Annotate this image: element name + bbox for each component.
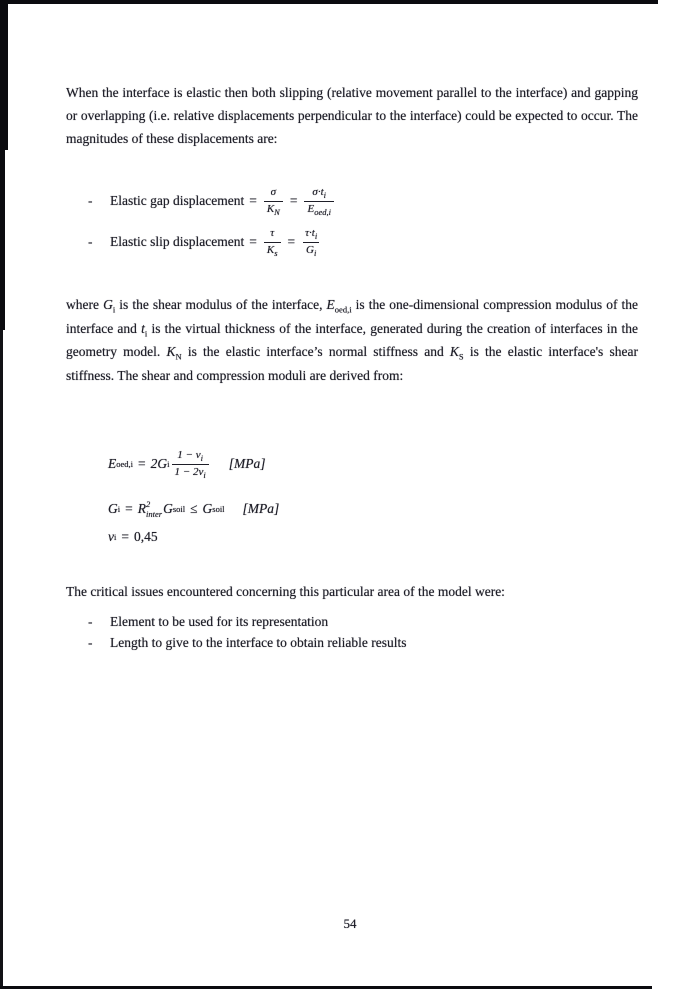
equals-sign: = bbox=[121, 529, 129, 544]
formula-label: Elastic slip displacement bbox=[110, 234, 245, 250]
fraction-tau-over-ks: $\frac{\tau}{K_s}$ bbox=[264, 227, 281, 258]
scan-border-top bbox=[0, 0, 658, 4]
bullet-dash: - bbox=[88, 234, 93, 250]
unit-mpa: [MPa] bbox=[228, 456, 266, 472]
paragraph-critical-issues: The critical issues encountered concerning this particular area of the model were: bbox=[66, 584, 505, 599]
bullet-dash: - bbox=[88, 614, 93, 629]
fraction-sigma-over-kn: $\frac{\sigma}{K_N}$ bbox=[264, 186, 283, 217]
page-number: 54 bbox=[343, 916, 357, 931]
list-item bbox=[88, 614, 328, 630]
fraction-sigmati-over-eoed: $\frac{\sigma\cdot t_i}{E_{oed,i}}$ bbox=[304, 186, 334, 217]
math-ks: K bbox=[449, 344, 459, 359]
scan-border-left bbox=[0, 330, 3, 989]
unit-mpa: [MPa] bbox=[242, 500, 280, 516]
equals-sign: = bbox=[125, 500, 133, 516]
math-eoed: E bbox=[326, 297, 335, 312]
equals-sign: = bbox=[287, 234, 296, 250]
leq-sign: ≤ bbox=[190, 500, 198, 516]
bullet-dash: - bbox=[88, 193, 93, 209]
equals-sign: = bbox=[289, 193, 298, 209]
math-kn: K bbox=[166, 344, 176, 359]
equals-sign: = bbox=[249, 234, 257, 250]
paragraph-where: where $G_i$ is the shear modulus of the interface, $E_{oed,i}$ is the one-dimensional compression modulus of the interface and $t_i$ is the virtual thickness of the interface, generated during the creation of interfaces in the geometry model. $K_N$ is the elastic interface’s normal stiffness and $K_S$ is the elastic interface's shear stiffness. The shear and compression moduli are derived from: bbox=[66, 297, 639, 383]
fraction-tauti-over-gi: $\frac{\tau\cdot t_i}{G_i}$ bbox=[302, 227, 320, 258]
scan-border-left bbox=[0, 0, 8, 150]
formula-label: Elastic gap displacement bbox=[110, 193, 245, 209]
math-ti: t bbox=[141, 320, 145, 336]
formula-elastic-slip bbox=[88, 227, 322, 258]
fraction-poisson: $\frac{1 - v_i}{1 - 2v_i}$ bbox=[172, 449, 209, 480]
formula-vi: v i = 0,45 bbox=[108, 529, 158, 544]
equals-sign: = bbox=[138, 456, 146, 472]
paragraph-intro: When the interface is elastic then both slipping (relative movement parallel to the interface) and gapping or overlapping (i.e. relative displacements perpendicular to the interface) could be expected to occur. The magnitudes of these displacements are: bbox=[66, 85, 638, 146]
bullet-dash: - bbox=[88, 635, 93, 650]
list-item-text: Length to give to the interface to obtain reliable results bbox=[110, 635, 407, 650]
formula-gi: G i = R 2 inter G soil ≤ G soil [MPa] bbox=[108, 499, 280, 519]
formula-elastic-gap bbox=[88, 186, 336, 217]
scan-border-left bbox=[0, 150, 5, 330]
formula-eoed: E oed,i = 2G i $\frac{1 - v_i}{1 - 2v_i}$ [MPa] bbox=[108, 449, 266, 480]
list-item-text: Element to be used for its representation bbox=[110, 614, 329, 629]
rinter-exponent: 2 inter bbox=[146, 499, 163, 519]
equals-sign: = bbox=[249, 193, 257, 209]
list-item bbox=[88, 635, 407, 651]
math-gi: G bbox=[103, 297, 113, 312]
